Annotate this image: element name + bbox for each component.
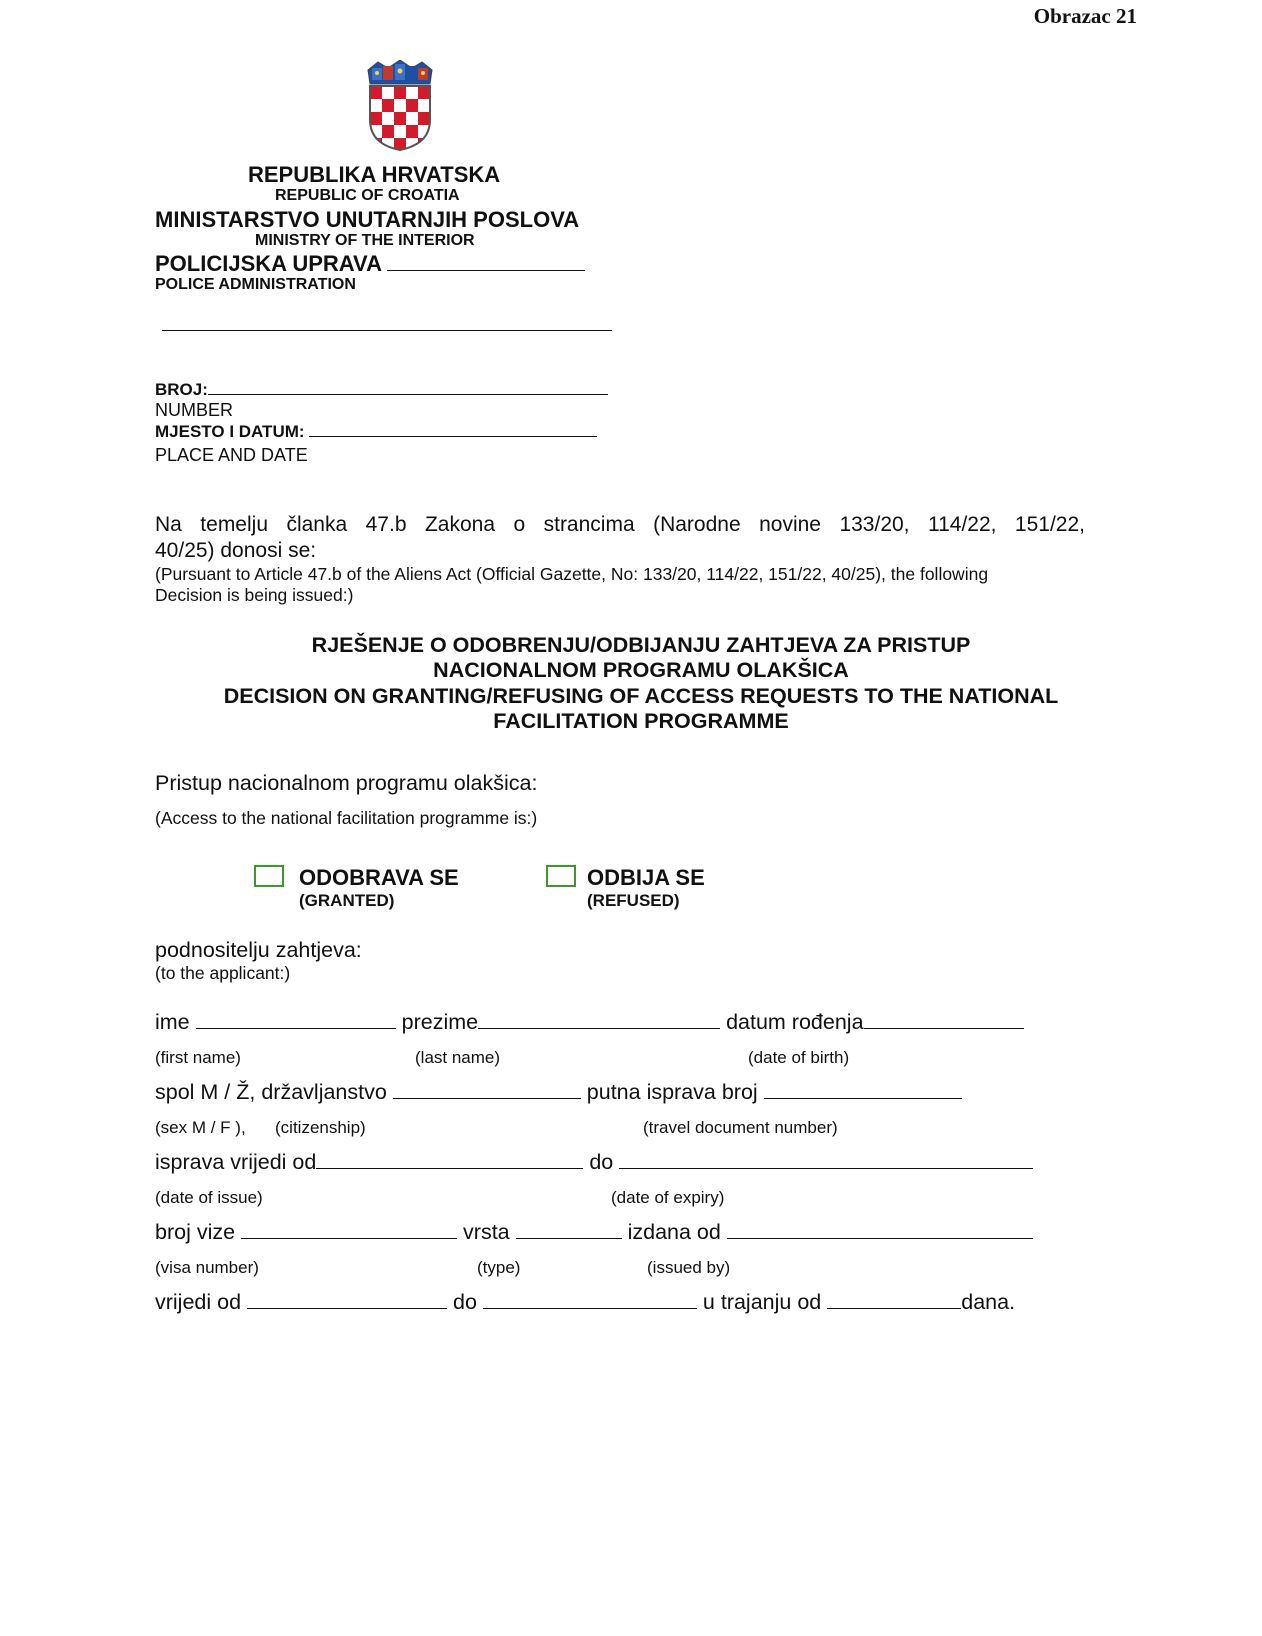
date-of-expiry-hint: (date of expiry) [611,1188,725,1207]
visa-validity-row: vrijedi od do u trajanju od dana. [155,1290,1016,1314]
granted-checkbox[interactable] [254,865,284,887]
decision-title-line-3: DECISION ON GRANTING/REFUSING OF ACCESS REQUESTS TO THE NATIONAL [223,684,1059,708]
visa-number-field[interactable] [241,1220,457,1239]
valid-from-field[interactable] [247,1290,447,1309]
document-validity-row: isprava vrijedi od do [155,1150,1033,1175]
applicant-label-en: (to the applicant:) [155,963,291,983]
issued-by-field[interactable] [727,1220,1033,1239]
number-label-en: NUMBER [155,400,234,420]
last-name-field[interactable] [478,1010,720,1029]
place-date-label: MJESTO I DATUM: [155,422,597,442]
issued-by-hint: (issued by) [647,1258,731,1277]
refused-label: ODBIJA SE [587,865,705,890]
last-name-hint: (last name) [415,1048,501,1067]
number-field[interactable] [208,380,608,395]
first-name-field[interactable] [196,1010,396,1029]
intro-line-2: 40/25) donosi se: [155,539,317,562]
name-row: ime prezime datum rođenja [155,1010,1024,1035]
police-administration-label: POLICIJSKA UPRAVA [155,251,585,277]
republic-title: REPUBLIKA HRVATSKA [248,162,501,187]
visa-number-hint: (visa number) [155,1258,259,1277]
citizenship-field[interactable] [393,1080,581,1099]
form-number: Obrazac 21 [1033,4,1137,28]
access-question: Pristup nacionalnom programu olakšica: [155,771,538,795]
ministry-title: MINISTARSTVO UNUTARNJIH POSLOVA [155,207,580,232]
visa-type-field[interactable] [516,1220,622,1239]
visa-type-hint: (type) [477,1258,521,1277]
place-date-label-en: PLACE AND DATE [155,445,308,465]
first-name-hint: (first name) [155,1048,241,1067]
decision-title-line-4: FACILITATION PROGRAMME [493,709,789,733]
republic-title-en: REPUBLIC OF CROATIA [275,187,460,204]
granted-label-en: (GRANTED) [299,891,395,910]
access-question-en: (Access to the national facilitation programme is:) [155,808,538,828]
travel-doc-hint: (travel document number) [643,1118,838,1137]
visa-row: broj vize vrsta izdana od [155,1220,1033,1245]
duration-field[interactable] [827,1290,961,1309]
department-field[interactable] [162,330,612,331]
granted-label: ODOBRAVA SE [299,865,459,890]
coat-of-arms-icon [364,60,436,152]
refused-label-en: (REFUSED) [587,891,680,910]
decision-title-line-2: NACIONALNOM PROGRAMU OLAKŠICA [433,658,849,682]
police-administration-field[interactable] [387,252,585,271]
dob-field[interactable] [864,1010,1024,1029]
date-of-issue-hint: (date of issue) [155,1188,263,1207]
sex-hint: (sex M / F ), [155,1118,246,1137]
applicant-label: podnositelju zahtjeva: [155,938,362,962]
doc-valid-to-field[interactable] [619,1150,1033,1169]
valid-to-field[interactable] [483,1290,697,1309]
intro-en-line-1: (Pursuant to Article 47.b of the Aliens Act (Official Gazette, No: 133/20, 114/22, 151/22, 40/25), the following [155,564,989,584]
travel-doc-field[interactable] [764,1080,962,1099]
citizenship-hint: (citizenship) [275,1118,366,1137]
dob-hint: (date of birth) [748,1048,850,1067]
intro-en-line-2: Decision is being issued:) [155,585,354,605]
sex-citizenship-row: spol M / Ž, državljanstvo putna isprava broj [155,1080,962,1105]
number-label: BROJ: [155,380,608,400]
doc-valid-from-field[interactable] [316,1150,583,1169]
intro-line-1: Na temelju članka 47.b Zakona o strancima (Narodne novine 133/20, 114/22, 151/22, [155,513,1085,536]
refused-checkbox[interactable] [546,865,576,887]
place-date-field[interactable] [309,422,597,437]
decision-title-line-1: RJEŠENJE O ODOBRENJU/ODBIJANJU ZAHTJEVA ZA PRISTUP [311,633,971,657]
police-administration-label-en: POLICE ADMINISTRATION [155,276,356,293]
ministry-title-en: MINISTRY OF THE INTERIOR [255,232,475,249]
